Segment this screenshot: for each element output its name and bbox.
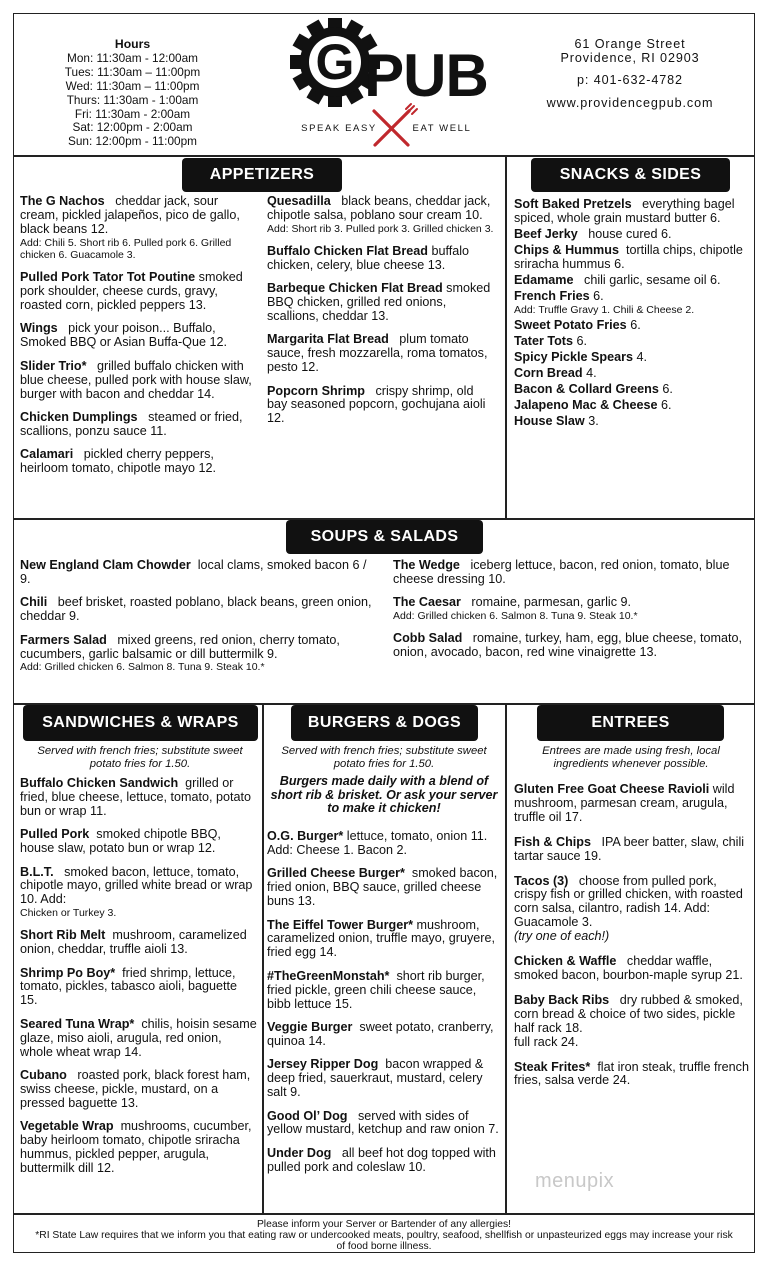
menu-item — [393, 632, 745, 660]
menu-item — [514, 399, 750, 413]
menu-item — [20, 634, 372, 674]
item-name: Soft Baked Pretzels — [514, 197, 632, 211]
item-desc: mushroom, caramelized onion, cheddar, truffle aioli 13. — [20, 928, 247, 957]
item-name: Barbeque Chicken Flat Bread — [267, 281, 443, 296]
item-name: Chicken & Waffle — [514, 954, 617, 969]
hours-title: Hours — [114, 37, 151, 51]
item-name: Calamari — [20, 447, 74, 462]
menu-item — [514, 955, 750, 983]
menu-item — [267, 830, 501, 858]
item-name: New England Clam Chowder — [20, 558, 191, 572]
menu-item — [514, 274, 750, 288]
item-name: Popcorn Shrimp — [267, 383, 365, 398]
item-price-line: full rack 24. — [514, 1034, 579, 1049]
burgers-note: Served with french fries; substitute sweet potato fries for 1.50. — [281, 745, 487, 770]
menu-item — [20, 777, 258, 819]
tagline-right: EAT WELL — [412, 123, 472, 134]
item-name: French Fries — [514, 289, 590, 304]
item-name: Farmers Salad — [20, 632, 107, 647]
footer-divider — [13, 1213, 755, 1215]
item-desc: all beef hot dog topped with pulled pork and coleslaw 10. — [267, 1145, 496, 1174]
item-name: Spicy Pickle Spears — [514, 349, 634, 364]
item-addons: Chicken or Turkey 3. — [20, 907, 117, 920]
item-desc: grilled or fried, blue cheese, lettuce, tomato, potato bun or wrap 11. — [20, 776, 252, 818]
item-desc: everything bagel spiced, whole grain mustard butter 6. — [514, 197, 735, 225]
menu-item — [514, 994, 750, 1050]
menu-item — [20, 1069, 258, 1111]
address-city: Providence, RI 02903 — [560, 50, 700, 65]
item-desc: plum tomato sauce, fresh mozzarella, roma tomatos, pesto 12. — [267, 332, 488, 375]
menu-item — [514, 415, 750, 429]
item-name: Fish & Chips — [514, 834, 591, 849]
menu-item — [514, 198, 750, 226]
menu-item — [514, 383, 750, 397]
gear-g-logo-icon — [282, 18, 492, 150]
item-name: The Eiffel Tower Burger* — [267, 917, 414, 932]
hours-row: Wed: 11:30am – 11:00pm — [65, 78, 200, 93]
entrees-heading: ENTREES — [537, 705, 724, 741]
item-desc: lettuce, tomato, onion 11. Add: Cheese 1. Bacon 2. — [267, 829, 488, 857]
footer — [30, 1219, 738, 1252]
item-desc: fried shrimp, lettuce, tomato, pickles, tabasco aioli, baguette 15. — [20, 965, 238, 1008]
item-desc: smoked BBQ chicken, grilled red onions, scallions, cheddar 13. — [267, 281, 491, 323]
item-desc: tortilla chips, chipotle sriracha hummus 6. — [514, 243, 743, 271]
item-name: The Caesar — [393, 595, 461, 610]
menu-item — [514, 783, 750, 825]
item-desc: wild mushroom, parmesan cream, arugula, truffle oil 17. — [514, 782, 735, 824]
menu-item — [514, 244, 750, 272]
menu-item — [267, 970, 501, 1012]
phone-number[interactable]: p: 401-632-4782 — [577, 73, 683, 87]
item-desc: 6. — [661, 398, 672, 413]
entrees-note: Entrees are made using fresh, local ingredients whenever possible. — [542, 745, 720, 770]
item-addons: Add: Truffle Gravy 1. Chili & Cheese 2. — [514, 304, 695, 317]
item-name: Pulled Pork — [20, 827, 90, 842]
menu-item — [514, 836, 750, 864]
menu-item — [20, 322, 260, 350]
item-name: Seared Tuna Wrap* — [20, 1016, 135, 1031]
menu-item — [20, 596, 372, 624]
item-desc: roasted pork, black forest ham, swiss cheese, pickle, mustard, on a pressed baguette 13. — [20, 1068, 251, 1110]
hours-row: Sun: 12:00pm - 11:00pm — [68, 134, 197, 149]
burger-entree-divider — [505, 704, 507, 1213]
item-desc: crispy shrimp, old bay seasoned popcorn, gochujana aioli 12. — [267, 383, 486, 426]
item-name: Chili — [20, 595, 48, 610]
menu-item — [20, 411, 260, 439]
item-name: Jersey Ripper Dog — [267, 1057, 379, 1072]
item-name: Tater Tots — [514, 333, 574, 348]
hours-row: Tues: 11:30am – 11:00pm — [64, 64, 201, 79]
menu-item — [20, 967, 258, 1009]
sandwiches-heading: SANDWICHES & WRAPS — [23, 705, 258, 741]
item-desc: mushroom, caramelized onion, truffle mayo, gruyere, fried egg 14. — [267, 917, 495, 960]
item-name: Buffalo Chicken Sandwich — [20, 776, 179, 790]
item-name: Gluten Free Goat Cheese Ravioli — [514, 782, 710, 796]
menu-item — [267, 1058, 501, 1100]
item-name: Grilled Cheese Burger* — [267, 866, 405, 881]
menu-item — [20, 271, 260, 313]
menu-item — [514, 351, 750, 365]
item-desc: dry rubbed & smoked, corn bread & choice of two sides, pickle — [514, 992, 743, 1021]
item-note: (try one of each!) — [514, 929, 610, 944]
item-name: Quesadilla — [267, 194, 331, 208]
item-desc: pick your poison... Buffalo, Smoked BBQ or Asian Buffa-Que 12. — [20, 321, 227, 350]
item-desc: house cured 6. — [588, 227, 672, 241]
item-desc: iceberg lettuce, bacon, red onion, tomato, blue cheese dressing 10. — [393, 558, 730, 586]
item-desc: grilled buffalo chicken with blue cheese, pulled pork with house slaw, burger with bacon and cheddar 14. — [20, 358, 252, 401]
item-desc: flat iron steak, truffle french fries, salsa verde 24. — [514, 1059, 749, 1088]
item-name: Beef Jerky — [514, 227, 578, 241]
header-divider — [13, 155, 755, 157]
soups-heading: SOUPS & SALADS — [286, 520, 483, 554]
menu-item — [514, 319, 750, 333]
item-desc: smoked chipotle BBQ, house slaw, potato bun or wrap 12. — [20, 827, 221, 856]
item-name: Jalapeno Mac & Cheese — [514, 398, 658, 413]
item-name: House Slaw — [514, 414, 585, 429]
burgers-heading: BURGERS & DOGS — [291, 705, 478, 741]
menu-item — [267, 1110, 501, 1138]
item-name: Chips & Hummus — [514, 243, 619, 258]
menu-item — [514, 1061, 750, 1089]
sandwiches-note: Served with french fries; substitute sweet potato fries for 1.50. — [37, 745, 243, 770]
menu-item — [20, 828, 258, 856]
item-desc: chilis, hoisin sesame glaze, miso aioli, arugula, red onion, whole wheat wrap 14. — [20, 1016, 257, 1059]
menu-item — [514, 367, 750, 381]
item-desc: short rib burger, fried pickle, green chili cheese sauce, bibb lettuce 15. — [267, 968, 485, 1011]
menu-item — [20, 448, 260, 476]
menu-item — [393, 559, 745, 587]
item-desc: smoked bacon, lettuce, tomato, chipotle mayo, grilled white bread or wrap 10. Add: — [20, 864, 253, 907]
logo-word: PUB — [364, 42, 488, 109]
menu-item — [267, 333, 497, 375]
hours-row: Thurs: 11:30am - 1:00am — [66, 92, 199, 107]
menu-item — [514, 228, 750, 242]
menu-item — [514, 335, 750, 349]
item-desc: 4. — [586, 366, 597, 381]
item-desc: mushrooms, cucumber, baby heirloom tomato, chipotle sriracha hummus, pickled pepper, arugula, buttermilk dill 12. — [20, 1119, 252, 1175]
item-name: Short Rib Melt — [20, 928, 106, 943]
item-desc: smoked pork shoulder, cheese curds, gravy, roasted corn, pickled peppers 13. — [20, 270, 243, 313]
menu-item — [267, 282, 497, 324]
item-name: #TheGreenMonstah* — [267, 968, 390, 983]
hours-row: Fri: 11:30am - 2:00am — [74, 106, 191, 121]
menu-item — [20, 559, 372, 587]
item-addons: Add: Grilled chicken 6. Salmon 8. Tuna 9. Steak 10.* — [393, 610, 638, 623]
item-desc: black beans, cheddar jack, chipotle salsa, poblano sour cream 10. — [267, 194, 491, 222]
website-link[interactable]: www.providencegpub.com — [546, 95, 714, 110]
menu-item — [20, 195, 260, 262]
menu-item — [267, 919, 501, 961]
allergy-note: Please inform your Server or Bartender of any allergies! — [256, 1219, 512, 1230]
hours-row: Mon: 11:30am - 12:00am — [67, 50, 198, 65]
address-street: 61 Orange Street — [574, 37, 686, 51]
hours-block — [50, 38, 215, 149]
item-desc: 6. — [662, 382, 673, 397]
appetizers-left-column — [20, 195, 260, 486]
item-desc: beef brisket, roasted poblano, black beans, green onion, cheddar 9. — [20, 595, 372, 624]
tagline-left: SPEAK EASY — [301, 123, 377, 134]
item-name: Shrimp Po Boy* — [20, 965, 116, 980]
item-desc: local clams, smoked bacon 6 / 9. — [20, 558, 367, 586]
menu-item — [20, 866, 258, 920]
appetizers-snacks-divider — [505, 156, 507, 519]
item-desc: 4. — [636, 349, 648, 364]
menu-item — [20, 360, 260, 402]
item-name: Corn Bread — [514, 366, 583, 381]
item-desc: buffalo chicken, celery, blue cheese 13. — [267, 243, 470, 272]
item-desc: smoked bacon, fried onion, BBQ sauce, grilled cheese buns 13. — [267, 866, 498, 909]
menu-item — [267, 867, 501, 909]
item-desc: chili garlic, sesame oil 6. — [584, 273, 721, 288]
item-desc: romaine, parmesan, garlic 9. — [471, 595, 631, 610]
item-name: Edamame — [514, 273, 574, 288]
item-desc: choose from pulled pork, crispy fish or grilled chicken, with roasted corn salsa, cilantro, radish 14. Add: Guacamole 3. — [514, 873, 743, 930]
item-desc: IPA beer batter, slaw, chili tartar sauce 19. — [514, 834, 745, 863]
item-name: Cubano — [20, 1068, 67, 1082]
item-name: Under Dog — [267, 1145, 332, 1160]
g-pub-logo — [282, 18, 492, 150]
item-desc: served with sides of yellow mustard, ketchup and raw onion 7. — [267, 1108, 499, 1137]
menu-item — [514, 290, 750, 316]
item-name: Baby Back Ribs — [514, 992, 610, 1007]
item-name: Margarita Flat Bread — [267, 332, 389, 347]
item-desc: sweet potato, cranberry, quinoa 14. — [267, 1019, 494, 1048]
hours-row: Sat: 12:00pm - 2:00am — [72, 120, 193, 135]
item-desc: 6. — [576, 333, 588, 348]
item-name: Buffalo Chicken Flat Bread — [267, 243, 428, 258]
menu-item — [514, 875, 750, 945]
item-name: B.L.T. — [20, 864, 54, 879]
burgers-blend-note: Burgers made daily with a blend of short rib & brisket. Or ask your server to make it chicken! — [270, 774, 498, 816]
appetizers-heading: APPETIZERS — [182, 158, 342, 192]
snacks-column — [514, 198, 750, 431]
entrees-column — [514, 783, 750, 1098]
item-name: Veggie Burger — [267, 1019, 353, 1034]
menu-item — [20, 1120, 258, 1176]
item-name: The G Nachos — [20, 194, 105, 208]
item-desc: bacon wrapped & deep fried, sauerkraut, mustard, celery salt 9. — [267, 1057, 484, 1100]
item-addons: Add: Short rib 3. Pulled pork 3. Grilled chicken 3. — [267, 222, 494, 235]
item-name: Vegetable Wrap — [20, 1119, 114, 1134]
item-addons: Add: Grilled chicken 6. Salmon 8. Tuna 9. Steak 10.* — [20, 661, 265, 674]
contact-block — [530, 38, 730, 110]
logo-letter: G — [315, 34, 355, 90]
item-name: O.G. Burger* — [267, 829, 344, 843]
item-name: Bacon & Collard Greens — [514, 382, 659, 397]
item-desc: cheddar jack, sour cream, pickled jalapeños, pico de gallo, black beans 12. — [20, 194, 240, 236]
item-desc: steamed or fried, scallions, ponzu sauce 11. — [20, 409, 243, 438]
item-name: Good Ol’ Dog — [267, 1108, 348, 1123]
sandwiches-column — [20, 777, 258, 1185]
menu-item — [267, 1021, 501, 1049]
state-law-note: *RI State Law requires that we inform you that eating raw or undercooked meats, poultry, seafood, shellfish or unpasteurized eggs may increase your risk of food borne illness. — [35, 1230, 733, 1253]
item-desc: 6. — [630, 317, 641, 332]
item-name: Pulled Pork Tator Tot Poutine — [20, 270, 196, 285]
item-name: Cobb Salad — [393, 631, 463, 646]
item-name: Steak Frites* — [514, 1059, 591, 1074]
item-name: Wings — [20, 321, 58, 336]
item-desc: cheddar waffle, smoked bacon, bourbon-maple syrup 21. — [514, 954, 743, 982]
menu-item — [267, 385, 497, 427]
menu-item — [267, 195, 497, 235]
item-name: Sweet Potato Fries — [514, 317, 627, 332]
item-desc: 6. — [593, 289, 604, 304]
burgers-column — [267, 830, 501, 1184]
menu-item — [267, 245, 497, 273]
menu-item — [393, 596, 745, 622]
item-desc: pickled cherry peppers, heirloom tomato, chipotle mayo 12. — [20, 447, 217, 476]
menu-item — [20, 929, 258, 957]
crossed-utensils-icon — [374, 104, 417, 145]
watermark: menupix — [535, 1170, 615, 1192]
sandwich-burger-divider — [262, 704, 264, 1213]
item-desc: mixed greens, red onion, cherry tomato, cucumbers, garlic balsamic or dill buttermilk 9. — [20, 632, 340, 661]
snacks-heading: SNACKS & SIDES — [531, 158, 730, 192]
item-name: The Wedge — [393, 558, 460, 572]
item-desc: 3. — [588, 414, 599, 429]
soups-left-column — [20, 559, 372, 683]
item-desc: romaine, turkey, ham, egg, blue cheese, tomato, onion, avocado, bacon, red wine vinaigrette 13. — [393, 631, 743, 660]
soups-right-column — [393, 559, 745, 670]
appetizers-right-column — [267, 195, 497, 436]
item-name: Tacos (3) — [514, 873, 569, 888]
item-price-line: half rack 18. — [514, 1020, 583, 1035]
item-name: Slider Trio* — [20, 358, 87, 373]
menu-item — [267, 1147, 501, 1175]
menu-item — [20, 1018, 258, 1060]
item-addons: Add: Chili 5. Short rib 6. Pulled pork 6. Grilled chicken 6. Guacamole 3. — [20, 236, 232, 262]
item-name: Chicken Dumplings — [20, 409, 138, 424]
